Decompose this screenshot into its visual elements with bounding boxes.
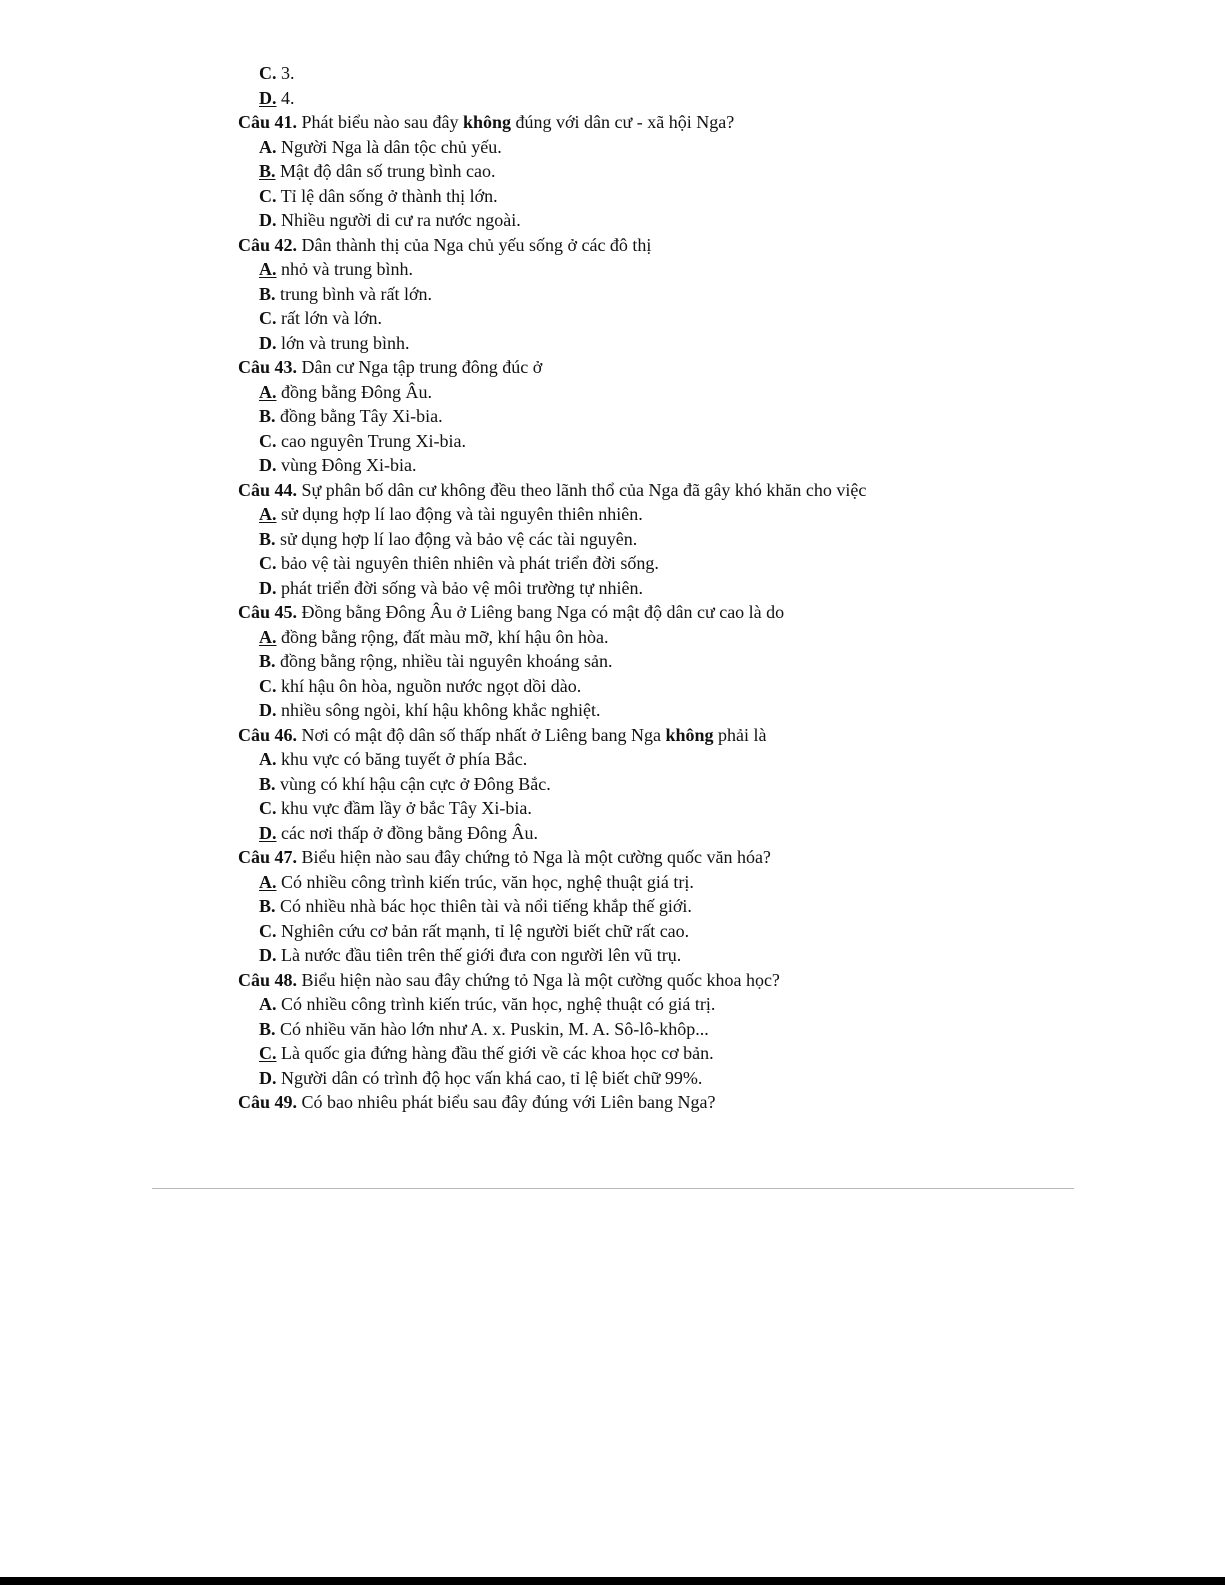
option-letter: B.: [259, 528, 276, 549]
question-number: Câu 47.: [238, 847, 298, 867]
question-stem: [238, 1090, 998, 1115]
answer-option: [238, 380, 998, 405]
question-text: Dân thành thị của Nga chủ yếu sống ở các đô thị: [297, 234, 652, 255]
question-text: Nơi có mật độ dân số thấp nhất ở Liêng bang Nga: [297, 724, 666, 745]
answer-option: [238, 674, 998, 699]
answer-option: [238, 453, 998, 478]
document-page: [238, 61, 998, 1115]
question-block: [238, 600, 998, 723]
option-letter: C.: [259, 920, 277, 941]
question-block: [238, 110, 998, 233]
answer-option: [238, 429, 998, 454]
answer-option: [238, 257, 998, 282]
answer-option: [238, 135, 998, 160]
option-letter-correct: A.: [259, 381, 277, 402]
answer-option: [238, 282, 998, 307]
option-letter-correct: A.: [259, 259, 277, 279]
option-text: 3.: [276, 63, 295, 83]
answer-option: [238, 184, 998, 209]
option-text: Mật độ dân số trung bình cao.: [275, 161, 496, 181]
option-text: đồng bằng rộng, nhiều tài nguyên khoáng sản.: [275, 651, 613, 671]
option-text: đồng bằng Đông Âu.: [276, 381, 432, 402]
option-text: Có nhiều công trình kiến trúc, văn học, nghệ thuật có giá trị.: [276, 994, 716, 1014]
option-letter: D.: [259, 577, 277, 598]
option-letter: C.: [259, 798, 277, 818]
emphasis-keyword: không: [665, 724, 714, 745]
answer-option: [238, 159, 998, 184]
answer-option: [238, 208, 998, 233]
option-letter: A.: [259, 994, 277, 1014]
option-letter-correct: A.: [259, 504, 277, 524]
answer-option: [238, 625, 998, 650]
question-stem: [238, 355, 998, 380]
question-stem: [238, 723, 998, 748]
answer-option: [238, 649, 998, 674]
question-stem: [238, 478, 998, 503]
option-letter: B.: [259, 283, 276, 304]
carried-over-options: [238, 61, 998, 110]
option-text: sử dụng hợp lí lao động và bảo vệ các tài nguyên.: [275, 528, 638, 549]
option-letter: C.: [259, 308, 277, 328]
question-text: đúng với dân cư - xã hội Nga?: [511, 112, 735, 132]
option-text: Tỉ lệ dân sống ở thành thị lớn.: [276, 185, 498, 206]
question-stem: [238, 110, 998, 135]
answer-option: [238, 747, 998, 772]
answer-option: [238, 404, 998, 429]
option-letter: D.: [259, 455, 277, 475]
question-stem: [238, 968, 998, 993]
question-block: [238, 478, 998, 601]
option-text: lớn và trung bình.: [276, 332, 410, 353]
option-text: các nơi thấp ở đồng bằng Đông Âu.: [276, 822, 538, 843]
question-number: Câu 48.: [238, 969, 298, 990]
option-letter: D.: [259, 700, 277, 720]
option-text: vùng có khí hậu cận cực ở Đông Bắc.: [275, 773, 551, 794]
option-letter: D.: [259, 332, 277, 353]
question-number: Câu 45.: [238, 602, 298, 622]
option-text: Người Nga là dân tộc chủ yếu.: [276, 136, 502, 157]
answer-option: [238, 331, 998, 356]
question-block: [238, 845, 998, 968]
option-text: nhỏ và trung bình.: [276, 259, 413, 279]
option-letter: C.: [259, 63, 277, 83]
option-letter-correct: C.: [259, 1043, 277, 1063]
option-text: 4.: [276, 87, 295, 108]
option-text: Nghiên cứu cơ bản rất mạnh, tỉ lệ người biết chữ rất cao.: [276, 920, 690, 941]
question-text: Đồng bằng Đông Âu ở Liêng bang Nga có mật độ dân cư cao là do: [297, 602, 785, 622]
option-text: nhiều sông ngòi, khí hậu không khắc nghiệt.: [276, 700, 601, 720]
option-letter: C.: [259, 430, 277, 451]
question-block: [238, 355, 998, 478]
answer-option: [238, 551, 998, 576]
option-letter-correct: A.: [259, 626, 277, 647]
answer-option: [238, 1041, 998, 1066]
option-text: Có nhiều công trình kiến trúc, văn học, nghệ thuật giá trị.: [276, 871, 694, 892]
option-text: đồng bằng rộng, đất màu mỡ, khí hậu ôn hòa.: [276, 626, 609, 647]
option-text: Nhiều người di cư ra nước ngoài.: [276, 210, 521, 230]
question-stem: [238, 600, 998, 625]
option-letter-correct: D.: [259, 822, 277, 843]
answer-option: [238, 870, 998, 895]
question-text: phải là: [713, 724, 767, 745]
option-letter: C.: [259, 185, 277, 206]
option-letter: B.: [259, 773, 276, 794]
question-number: Câu 42.: [238, 234, 298, 255]
option-text: Là quốc gia đứng hàng đầu thế giới về các khoa học cơ bản.: [276, 1043, 714, 1063]
option-letter: C.: [259, 553, 277, 573]
option-letter: B.: [259, 651, 276, 671]
question-block: [238, 233, 998, 356]
question-number: Câu 41.: [238, 112, 298, 132]
option-letter-correct: A.: [259, 871, 277, 892]
question-text: Có bao nhiêu phát biểu sau đây đúng với Liên bang Nga?: [297, 1092, 716, 1112]
option-text: trung bình và rất lớn.: [275, 283, 433, 304]
option-text: khí hậu ôn hòa, nguồn nước ngọt dồi dào.: [276, 675, 582, 696]
option-text: đồng bằng Tây Xi-bia.: [275, 406, 443, 426]
option-text: khu vực có băng tuyết ở phía Bắc.: [276, 749, 528, 769]
answer-option: [238, 772, 998, 797]
answer-option: [238, 943, 998, 968]
bottom-edge-bar: [0, 1577, 1225, 1585]
question-number: Câu 44.: [238, 479, 298, 500]
answer-option: [238, 919, 998, 944]
answer-option: [238, 306, 998, 331]
question-text: Biểu hiện nào sau đây chứng tỏ Nga là một cường quốc văn hóa?: [297, 847, 771, 867]
option-letter: D.: [259, 945, 277, 965]
option-text: phát triển đời sống và bảo vệ môi trường tự nhiên.: [276, 577, 643, 598]
option-text: cao nguyên Trung Xi-bia.: [276, 430, 466, 451]
question-text: Biểu hiện nào sau đây chứng tỏ Nga là một cường quốc khoa học?: [297, 969, 780, 990]
option-letter: A.: [259, 749, 277, 769]
option-text: Có nhiều nhà bác học thiên tài và nổi tiếng khắp thế giới.: [275, 896, 692, 916]
question-list: [238, 110, 998, 1115]
option-text: Là nước đầu tiên trên thế giới đưa con người lên vũ trụ.: [276, 945, 682, 965]
option-text: rất lớn và lớn.: [276, 308, 383, 328]
answer-option: [238, 1066, 998, 1091]
question-block: [238, 1090, 998, 1115]
option-text: khu vực đầm lầy ở bắc Tây Xi-bia.: [276, 798, 532, 818]
answer-option: [238, 86, 998, 111]
option-letter: B.: [259, 406, 276, 426]
option-text: sử dụng hợp lí lao động và tài nguyên thiên nhiên.: [276, 504, 643, 524]
question-number: Câu 46.: [238, 724, 298, 745]
answer-option: [238, 576, 998, 601]
option-text: bảo vệ tài nguyên thiên nhiên và phát triển đời sống.: [276, 553, 659, 573]
question-stem: [238, 233, 998, 258]
option-text: Có nhiều văn hào lớn như A. x. Puskin, M. A. Sô-lô-khôp...: [275, 1018, 709, 1039]
option-letter: D.: [259, 210, 277, 230]
option-letter: B.: [259, 896, 276, 916]
answer-option: [238, 502, 998, 527]
answer-option: [238, 796, 998, 821]
emphasis-keyword: không: [462, 112, 512, 132]
option-letter-correct: B.: [259, 161, 276, 181]
answer-option: [238, 894, 998, 919]
question-text: Phát biểu nào sau đây: [297, 112, 463, 132]
option-text: Người dân có trình độ học vấn khá cao, tỉ lệ biết chữ 99%.: [276, 1067, 703, 1088]
answer-option: [238, 992, 998, 1017]
answer-option: [238, 821, 998, 846]
option-letter: B.: [259, 1018, 276, 1039]
question-block: [238, 968, 998, 1091]
answer-option: [238, 527, 998, 552]
question-text: Sự phân bố dân cư không đều theo lãnh thổ của Nga đã gây khó khăn cho việc: [297, 479, 867, 500]
option-letter: C.: [259, 675, 277, 696]
question-block: [238, 723, 998, 846]
question-stem: [238, 845, 998, 870]
answer-option: [238, 61, 998, 86]
answer-option: [238, 1017, 998, 1042]
option-letter: D.: [259, 1067, 277, 1088]
page-divider: [152, 1188, 1074, 1189]
option-letter: A.: [259, 136, 277, 157]
answer-option: [238, 698, 998, 723]
option-letter-correct: D.: [259, 87, 277, 108]
option-text: vùng Đông Xi-bia.: [276, 455, 417, 475]
question-number: Câu 43.: [238, 357, 298, 377]
question-text: Dân cư Nga tập trung đông đúc ở: [297, 357, 543, 377]
question-number: Câu 49.: [238, 1092, 298, 1112]
